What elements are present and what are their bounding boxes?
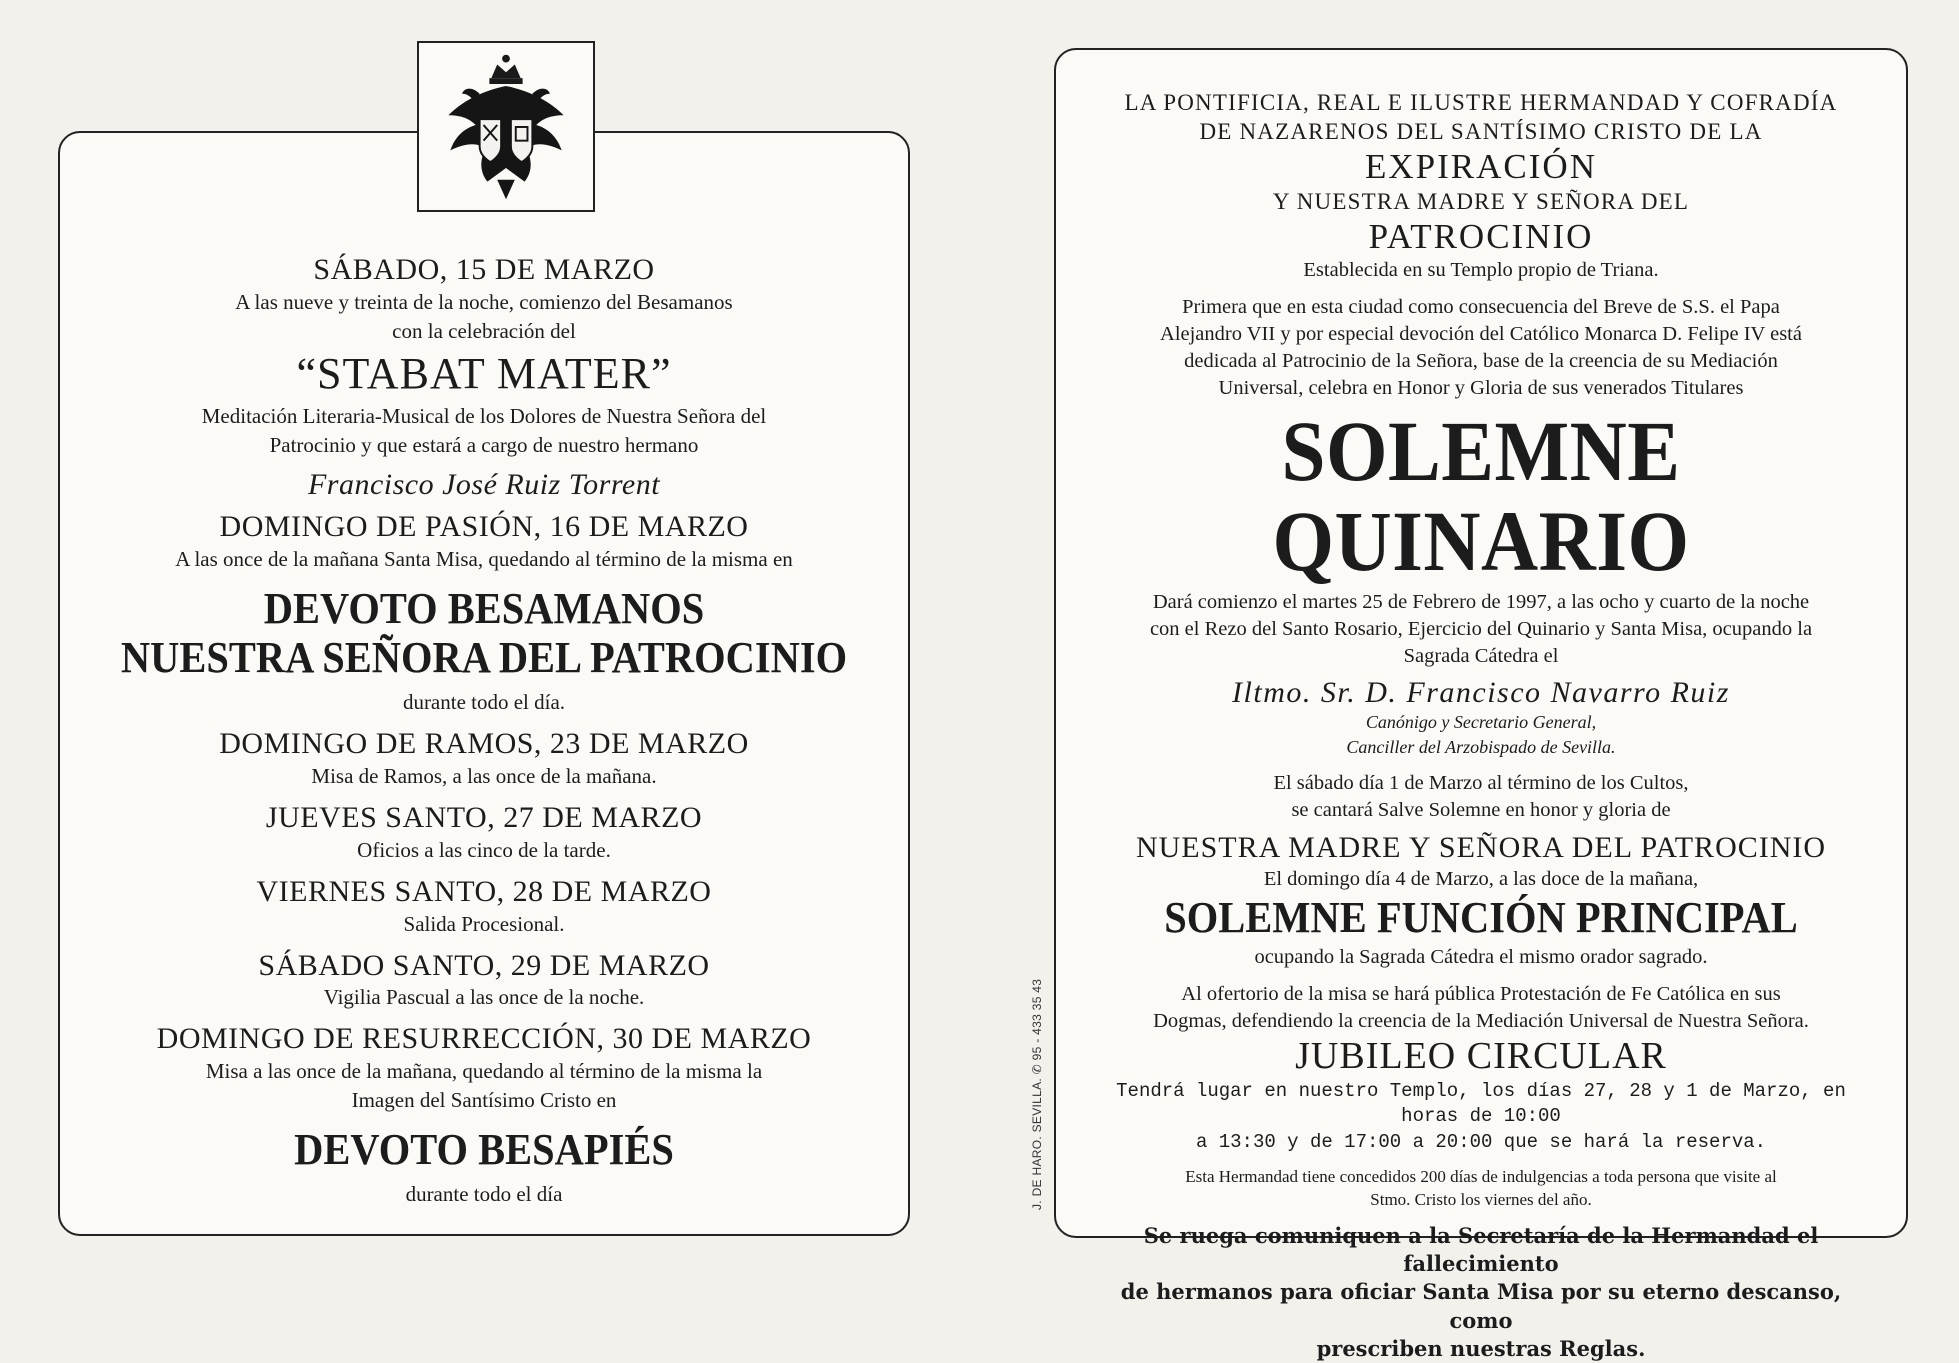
besamanos-subheading: NUESTRA SEÑORA DEL PATROCINIO	[120, 633, 848, 683]
indulgencias-line: Stmo. Cristo los viernes del año.	[1370, 1189, 1592, 1209]
ruega-line: de hermanos para oficiar Santa Misa por su eterno descanso, como	[1120, 1279, 1842, 1333]
templo-line: Establecida en su Templo propio de Triana.	[1303, 258, 1659, 281]
event-date-jueves: JUEVES SANTO, 27 DE MARZO	[265, 801, 703, 835]
sabado-line: El sábado día 1 de Marzo al término de los Cultos,	[1273, 772, 1689, 795]
comienzo-line: con el Rezo del Santo Rosario, Ejercicio del Quinario y Santa Misa, ocupando la	[1149, 617, 1813, 640]
event-line: durante todo el día.	[402, 690, 566, 715]
event-line: Imagen del Santísimo Cristo en	[351, 1088, 617, 1113]
comienzo-line: Dará comienzo el martes 25 de Febrero de 1997, a las ocho y cuarto de la noche	[1152, 590, 1810, 613]
event-date-sabado: SÁBADO, 15 DE MARZO	[313, 253, 655, 286]
event-line: A las once de la mañana Santa Misa, quedando al término de la misma en	[175, 546, 793, 571]
event-date-viernes: VIERNES SANTO, 28 DE MARZO	[256, 874, 712, 908]
event-line: A las nueve y treinta de la noche, comienzo del Besamanos	[235, 289, 733, 314]
hermandad-title-line: Y NUESTRA MADRE Y SEÑORA DEL	[1272, 189, 1690, 215]
right-column	[1056, 88, 1906, 1363]
orador-role: Canónigo y Secretario General,	[1365, 711, 1597, 732]
event-line: Vigilia Pascual a las once de la noche.	[323, 985, 645, 1010]
intro-line: Universal, celebra en Honor y Gloria de sus venerados Titulares	[1218, 377, 1744, 399]
jubileo-line: a 13:30 y de 17:00 a 20:00 que se hará la reserva.	[1195, 1131, 1767, 1153]
event-date-sabado-santo: SÁBADO SANTO, 29 DE MARZO	[258, 948, 710, 982]
hermandad-title-line: DE NAZARENOS DEL SANTÍSIMO CRISTO DE LA	[1199, 119, 1763, 145]
indulgencias-line: Esta Hermandad tiene concedidos 200 días de indulgencias a toda persona que visite al	[1185, 1166, 1777, 1186]
event-line: con la celebración del	[392, 318, 576, 343]
event-date-resurreccion: DOMINGO DE RESURRECCIÓN, 30 DE MARZO	[156, 1022, 812, 1056]
event-date-pasion: DOMINGO DE PASIÓN, 16 DE MARZO	[219, 510, 749, 544]
hermandad-title-line: LA PONTIFICIA, REAL E ILUSTRE HERMANDAD Y COFRADÍA	[1124, 90, 1838, 115]
intro-line: Primera que en esta ciudad como consecuencia del Breve de S.S. el Papa	[1182, 295, 1780, 318]
event-line: Salida Procesional.	[403, 911, 565, 936]
intro-line: dedicada al Patrocinio de la Señora, base de la creencia de su Mediación	[1184, 349, 1778, 372]
orador-role: Canciller del Arzobispado de Sevilla.	[1346, 736, 1616, 757]
madre-heading: NUESTRA MADRE Y SEÑORA DEL PATROCINIO	[1135, 831, 1827, 865]
ruega-line: Se ruega comuniquen a la Secretaría de la Hermandad el fallecimiento	[1143, 1222, 1819, 1276]
event-line: Patrocinio y que estará a cargo de nuestro hermano	[269, 433, 699, 458]
intro-line: Alejandro VII y por especial devoción del Católico Monarca D. Felipe IV está	[1160, 322, 1802, 345]
funcion-heading: SOLEMNE FUNCIÓN PRINCIPAL	[1164, 893, 1798, 943]
comienzo-line: Sagrada Cátedra el	[1403, 644, 1559, 667]
funcion-sub-line: ocupando la Sagrada Cátedra el mismo orador sagrado.	[1254, 945, 1708, 968]
event-line: Meditación Literaria-Musical de los Dolores de Nuestra Señora del	[201, 404, 767, 429]
ofertorio-line: Al ofertorio de la misa se hará pública Protestación de Fe Católica en sus	[1181, 982, 1781, 1005]
jubileo-heading: JUBILEO CIRCULAR	[1295, 1035, 1667, 1078]
right-panel	[1054, 48, 1908, 1361]
crest-emblem-icon	[417, 41, 595, 212]
besamanos-heading: DEVOTO BESAMANOS	[263, 583, 705, 633]
double-headed-eagle-crest-icon	[419, 43, 593, 210]
event-line: durante todo el día	[405, 1182, 563, 1207]
domingo-line: El domingo día 4 de Marzo, a las doce de la mañana,	[1263, 868, 1699, 891]
ruega-line: prescriben nuestras Reglas.	[1316, 1335, 1646, 1361]
ofertorio-line: Dogmas, defendiendo la creencia de la Mediación Universal de Nuestra Señora.	[1153, 1009, 1809, 1032]
orador-name: Iltmo. Sr. D. Francisco Navarro Ruiz	[1232, 675, 1730, 709]
hermano-name: Francisco José Ruiz Torrent	[307, 468, 661, 502]
event-line: Misa de Ramos, a las once de la mañana.	[311, 764, 657, 789]
event-line: Oficios a las cinco de la tarde.	[357, 837, 611, 862]
event-line: Misa a las once de la mañana, quedando al término de la misma la	[205, 1059, 763, 1084]
left-column	[60, 253, 908, 1209]
stabat-mater-title: “STABAT MATER”	[296, 348, 672, 398]
sabado-line: se cantará Salve Solemne en honor y gloria de	[1291, 799, 1671, 822]
jubileo-line: Tendrá lugar en nuestro Templo, los días 27, 28 y 1 de Marzo, en horas de 10:00	[1116, 1079, 1846, 1128]
left-panel	[58, 131, 910, 1236]
printer-credit: J. DE HARO. SEVILLA. ✆ 95 - 433 35 43	[1030, 978, 1044, 1210]
besapies-heading: DEVOTO BESAPIÉS	[294, 1125, 674, 1175]
event-date-ramos: DOMINGO DE RAMOS, 23 DE MARZO	[219, 727, 749, 761]
patrocinio-title: PATROCINIO	[1368, 216, 1594, 256]
expiracion-title: EXPIRACIÓN	[1365, 146, 1597, 186]
quinario-heading: SOLEMNE QUINARIO	[1272, 403, 1690, 590]
